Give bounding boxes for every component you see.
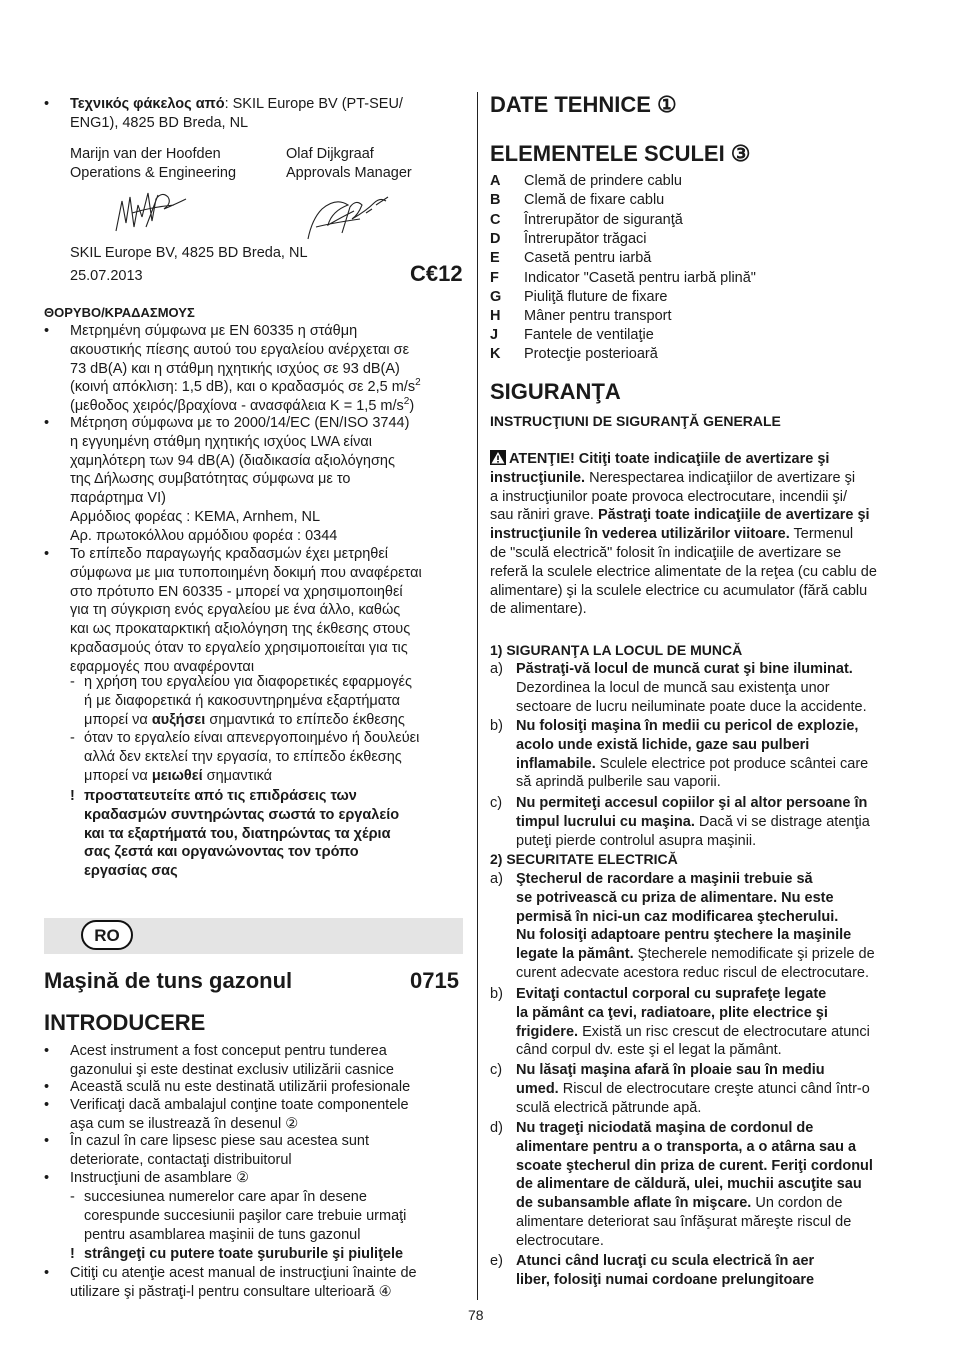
ce-mark: C€12: [410, 261, 463, 286]
noise-sub-1: - η χρήση του εργαλείου για διαφορετικές εφαρμογές ή με διαφορετικά ή κακοσυντηρημένα εξαρτήματα μπορεί να αυξήσει σημαντικά το επίπεδο έκθεσης: [70, 674, 412, 728]
general-safety-heading: INSTRUCŢIUNI DE SIGURANŢĂ GENERALE: [490, 413, 781, 429]
signer-title: Approvals Manager: [286, 164, 412, 181]
safety-item-1c: c) Nu permiteţi accesul copiilor şi al altor persoane în timpul lucrului cu maşina. Dacă vi se distrage atenţia puteţi pierde controlul asupra maşinii.: [490, 795, 870, 849]
noise-bullet-3: • Το επίπεδο παραγωγής κραδασμών έχει μετρηθεί σύμφωνα με μια τυποποιημένη δοκιμή που αναφέρεται στο πρότυπο EN 60335 - μπορεί να χρησιμοποιηθεί για τη σύγκριση ενός εργαλείου με ένα άλλο, καθώς και ως προκαταρκτική αξιολόγηση της έκθεσης στους κραδασμούς όταν το εργαλείο χρησιμοποιείται για τις εφαρμογές που αναφέρονται: [44, 546, 422, 675]
noise-bullet-1: • Μετρημένη σύμφωνα με EN 60335 η στάθμη ακουστικής πίεσης αυτού του εργαλείου ανέρχεται σε 73 dB(A) και η στάθμη ηχητικής ισχύος σε 93 dB(A) (κοινή απόκλιση: 1,5 dB), και ο κραδασμός σε 2,5 $m/s^2$ (μεθοδος χειρός/βραχίονα - ανασφάλεια K = 1,5 $m/s^2$): [44, 323, 421, 415]
intro-bullet-3: • Verificaţi dacă ambalajul conţine toate componentele aşa cum se ilustrează în desenul ②: [44, 1097, 409, 1132]
safety-heading: SIGURANŢA: [490, 379, 621, 404]
intro-bullet-5: • Instrucţiuni de asamblare ②: [44, 1170, 250, 1186]
safety-item-1a: a) Păstraţi-vă locul de muncă curat şi bine iluminat. Dezordinea la locul de muncă sau existenţa unor sectoare de lucru neiluminate poate duce la accidente.: [490, 661, 867, 715]
column-divider: [477, 92, 478, 1300]
signer-1: [70, 145, 236, 183]
safety-item-2a: a) Ştecherul de racordare a maşinii trebuie să se potrivească cu priza de alimentare. Nu este permisă în nici-un caz modificarea ştecherului. Nu folosiţi adaptoare pentru ştechere la maşinile legate la pământ. Ştecherele nemodificate şi prizele de curent adecvate acestora reduc riscul de electrocutare.: [490, 871, 875, 981]
signer-name: Marijn van der Hoofden: [70, 146, 221, 162]
signer-name: Olaf Dijkgraaf: [286, 146, 374, 162]
safety-item-2c: c) Nu lăsaţi maşina afară în ploaie sau în mediu umed. Riscul de electrocutare creşte atunci când într-o sculă electrică pătrunde apă.: [490, 1062, 870, 1116]
intro-sub: - succesiunea numerelor care apar în desene corespunde succesiunii paşilor care trebuie urmaţi pentru asamblarea maşinii de tuns gazonul: [70, 1189, 407, 1243]
signature-1: [112, 187, 192, 235]
intro-bullet-6: • Citiţi cu atenţie acest manual de instrucţiuni înainte de utilizare şi păstraţi-l pentru consultare ulterioară ④: [44, 1265, 417, 1300]
electrical-safety-heading: 2) SECURITATE ELECTRICĂ: [490, 851, 678, 867]
company-address: SKIL Europe BV, 4825 BD Breda, NL: [70, 245, 308, 261]
safety-item-2d: d) Nu trageţi niciodată maşina de cordonul de alimentare pentru a o transporta, a o atârna sau a scoate ştecherul din priza de curent. Feriţi cordonul de alimentare de căldură, ulei, muchii ascuţite sau de subansamble aflate în mişcare. Un cordon de alimentare deteriorat sau înfăşurat măreşte riscul de electrocutare.: [490, 1120, 873, 1249]
signer-title: Operations & Engineering: [70, 164, 237, 181]
tech-file-label: Τεχνικός φάκελος από: [70, 96, 225, 112]
warning-icon: [490, 450, 506, 465]
tech-file-bullet: • Τεχνικός φάκελος από: SKIL Europe BV (PT-SEU/ ENG1), 4825 BD Breda, NL: [44, 96, 403, 131]
noise-bullet-2: • Μέτρηση σύμφωνα με το 2000/14/EC (EN/ISO 3744) η εγγυημένη στάθμη ηχητικής ισχύος LWA είναι χαμηλότερη των 94 dB(A) (διαδικασία αξιολόγησης της Δήλωσης συμβατότητας σύμφωνα με το παράρτημα VI) Αρμόδιος φορέας : KEMA, Arnhem, NL Αρ. πρωτοκόλλου αρμόδιου φορέα : 0344: [44, 415, 410, 544]
tech-file-text: : SKIL Europe BV (PT-SEU/: [224, 96, 403, 112]
safety-item-1b: b) Nu folosiţi maşina în medii cu pericol de explozie, acolo unde există lichide, gaze sau pulberi inflamabile. Sculele electrice pot produce scântei care să aprindă pulberile sau vaporii.: [490, 718, 869, 791]
intro-bullet-4: • În cazul în care lipsesc piese sau acestea sunt deteriorate, contactaţi distribuitorul: [44, 1133, 370, 1168]
intro-heading: INTRODUCERE: [44, 1010, 206, 1035]
work-area-heading: 1) SIGURANŢA LA LOCUL DE MUNCĂ: [490, 642, 743, 658]
intro-warning: ! strângeţi cu putere toate şuruburile şi piuliţele: [70, 1246, 404, 1262]
elements-heading: ELEMENTELE SCULEI ③: [490, 141, 751, 166]
intro-bullet-2: • Această sculă nu este destinată utilizării profesionale: [44, 1079, 411, 1095]
tech-data-heading: DATE TEHNICE ①: [490, 92, 677, 117]
safety-item-2b: b) Evitaţi contactul corporal cu suprafeţe legate la pământ ca ţevi, radiatoare, plite electrice şi frigidere. Există un risc crescut de electrocutare atunci când corpul dv. este şi el legat la pământ.: [490, 986, 870, 1059]
language-badge: RO: [81, 920, 133, 950]
noise-sub-2: - όταν το εργαλείο είναι απενεργοποιημένο ή δουλεύει αλλά δεν εκτελεί την εργασία, το επίπεδο έκθεσης μπορεί να μειωθεί σημαντικά: [70, 730, 420, 784]
product-code: 0715: [410, 968, 459, 993]
safety-item-2e: e) Atunci când lucraţi cu scula electrică în aer liber, folosiţi numai cordoane prelungitoare: [490, 1253, 815, 1288]
signature-2: [302, 189, 394, 245]
page-number: 78: [468, 1307, 484, 1323]
intro-bullet-1: • Acest instrument a fost conceput pentru tunderea gazonului şi este destinat exclusiv utilizării casnice: [44, 1043, 394, 1078]
noise-warning: ! προστατευτείτε από τις επιδράσεις των κραδασμών συντηρώντας σωστά το εργαλείο και τα εξαρτήματά του, διατηρώντας τα χέρια σας ζεστά και οργανώνοντας τον τρόπο εργασίας σας: [70, 788, 400, 880]
signer-2: [286, 145, 412, 183]
attention-paragraph: ATENŢIE! Citiţi toate indicaţiile de avertizare şi instrucţiunile. Nerespectarea indicaţiilor de avertizare şi a instrucţiunilor poate provoca electrocutare, incendii şi/ sau răniri grave. Păstraţi toate indicaţiile de avertizare şi instrucţiunile în vederea utilizărilor viitoare. Termenul de "sculă electrică" folosit în indicaţiile de avertizare se referă la sculele electrice alimentate de la reţea (cu cablu de alimentare) şi la sculele electrice cu acumulator (fără cablu de alimentare).: [490, 451, 877, 618]
declaration-date: 25.07.2013: [70, 268, 143, 284]
noise-heading: ΘΟΡΥΒΟ/ΚΡΑΔΑΣΜΟΥΣ: [44, 305, 195, 320]
product-title: Maşină de tuns gazonul: [44, 968, 293, 993]
